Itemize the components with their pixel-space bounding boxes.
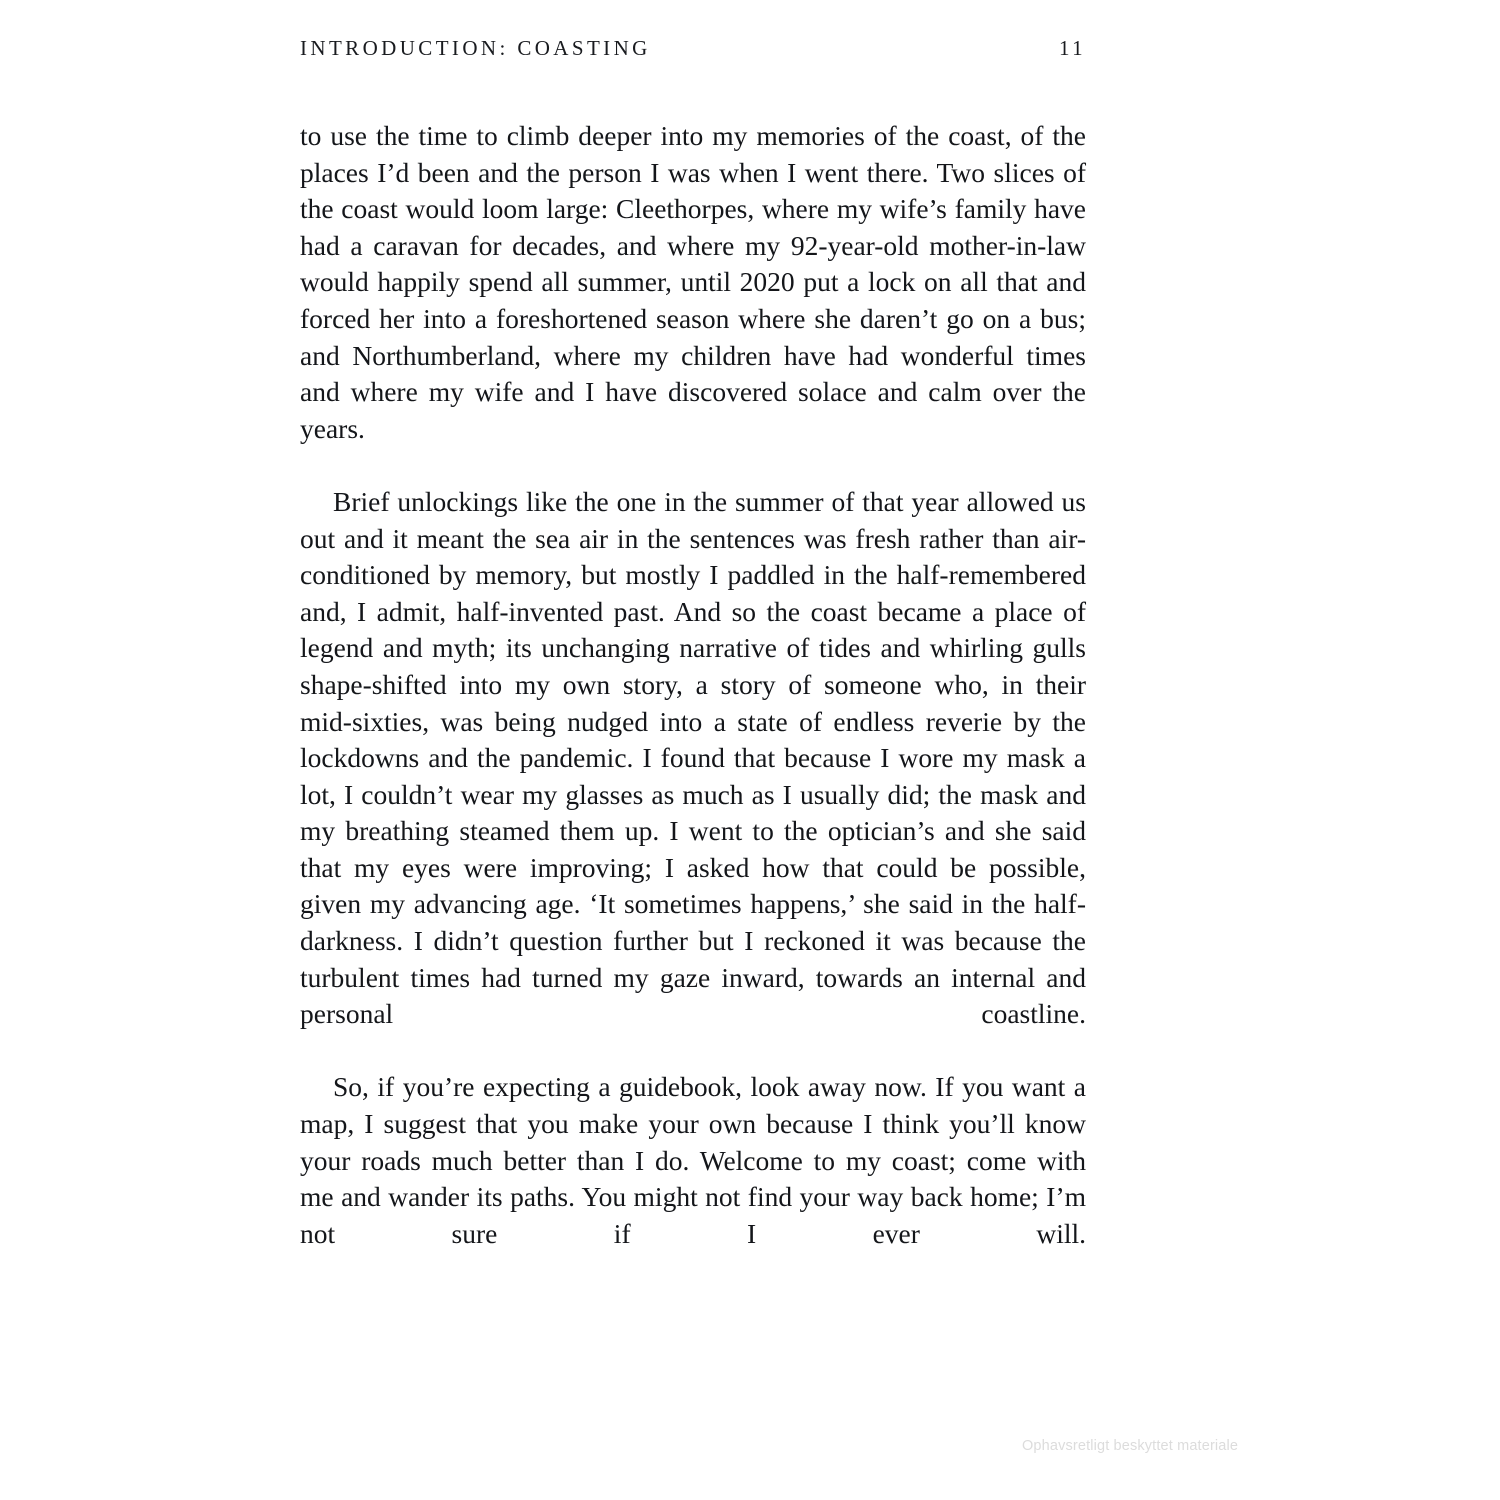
copyright-watermark: Ophavsretligt beskyttet materiale xyxy=(1022,1438,1239,1454)
running-head-title: INTRODUCTION: COASTING xyxy=(300,36,651,60)
running-head xyxy=(300,36,1086,61)
paragraph: to use the time to climb deeper into my memories of the coast, of the places I’d been and the person I was when I went there. Two slices of the coast would loom large: Cleethorpes, where my wife’s family have had a caravan for decades, and where my 92-year-old mother-in-law would happily spend all summer, until 2020 put a lock on all that and forced her into a foreshortened season where she daren’t go on a bus; and Northumberland, where my children have had wonderful times and where my wife and I have discovered solace and calm over the years. xyxy=(300,120,1086,444)
body-text-column xyxy=(300,118,1086,1289)
paragraph: Brief unlockings like the one in the summer of that year allowed us out and it meant the sea air in the sentences was fresh rather than air-conditioned by memory, but mostly I paddled in the half-remembered and, I admit, half-invented past. And so the coast became a place of legend and myth; its unchanging narrative of tides and whirling gulls shape-shifted into my own story, a story of someone who, in their mid-sixties, was being nudged into a state of endless reverie by the lockdowns and the pandemic. I found that because I wore my mask a lot, I couldn’t wear my glasses as much as I usually did; the mask and my breathing steamed them up. I went to the optician’s and she said that my eyes were improving; I asked how that could be possible, given my advancing age. ‘It sometimes happens,’ she said in the half-darkness. I didn’t question further but I reckoned it was because the turbulent times had turned my gaze inward, towards an internal and personal coastline. xyxy=(300,485,1086,1030)
page-number: 11 xyxy=(1058,36,1086,60)
paragraph: So, if you’re expecting a guidebook, look away now. If you want a map, I suggest that you make your own because I think you’ll know your roads much better than I do. Welcome to my coast; come with me and wander its paths. You might not find your way back home; I’m not sure if I ever will. xyxy=(300,1071,1086,1249)
